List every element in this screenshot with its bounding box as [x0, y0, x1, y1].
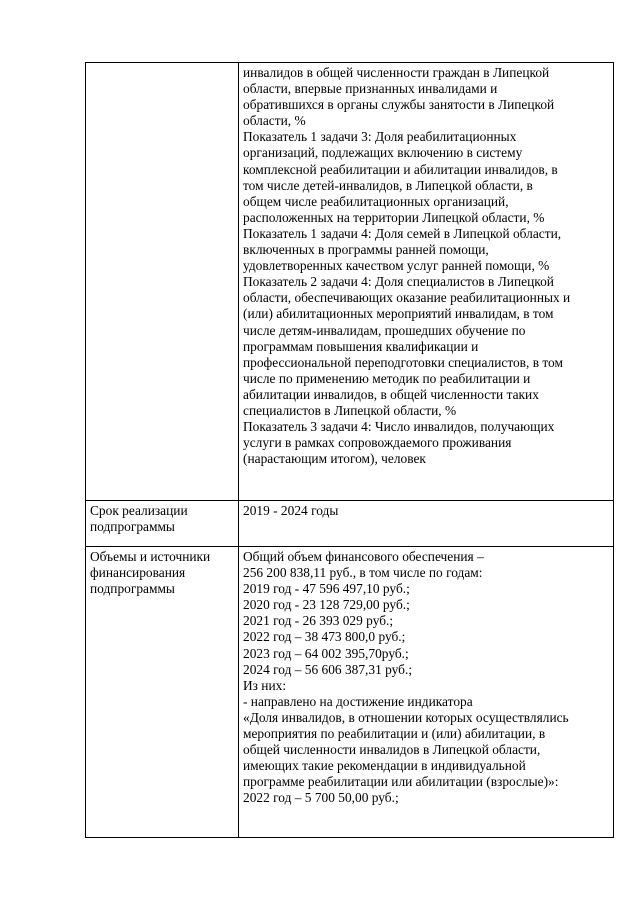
- text-line: Объемы и источники: [90, 549, 211, 564]
- implementation-period-value: [239, 501, 614, 547]
- text-line: 2021 год - 26 393 029 руб.;: [243, 613, 394, 629]
- text-line: мероприятия по реабилитации и (или) абилитации, в: [243, 726, 546, 742]
- text-line: комплексной реабилитации и абилитации инвалидов, в: [243, 161, 558, 177]
- text-line: 2024 год – 56 606 387,31 руб.;: [243, 661, 413, 677]
- text-line: общем числе реабилитационных организаций,: [243, 193, 509, 209]
- text-line: - направлено на достижение индикатора: [243, 693, 473, 709]
- text-line: подпрограммы: [90, 581, 175, 597]
- text-line: Срок реализации: [90, 503, 188, 518]
- text-line: обратившихся в органы службы занятости в Липецкой: [243, 97, 555, 113]
- subprogram-passport-table: [85, 62, 614, 838]
- indicators-cell: [239, 63, 614, 501]
- text-line: 2022 год – 5 700 50,00 руб.;: [243, 790, 399, 806]
- text-line: организаций, подлежащих включению в систему: [243, 145, 523, 161]
- text-line: 2023 год – 64 002 395,70руб.;: [243, 645, 409, 661]
- funding-label: [86, 547, 239, 838]
- text-line: том числе детей-инвалидов, в Липецкой области, в: [243, 177, 533, 193]
- text-line: включенных в программы ранней помощи,: [243, 242, 489, 258]
- text-line: Показатель 3 задачи 4: Число инвалидов, получающих: [243, 419, 555, 435]
- text-line: программе реабилитации или абилитации (взрослые)»:: [243, 774, 559, 790]
- text-line: удовлетворенных качеством услуг ранней помощи, %: [243, 258, 550, 274]
- implementation-period-label: [86, 501, 239, 547]
- text-line: Из них:: [243, 677, 287, 693]
- table-row-implementation-period: [86, 501, 614, 547]
- text-line: 2019 - 2024 годы: [243, 503, 339, 518]
- text-line: области, обеспечивающих оказание реабилитационных и: [243, 290, 571, 306]
- text-line: Показатель 1 задачи 4: Доля семей в Липецкой области,: [243, 225, 562, 241]
- label-cell: [86, 63, 239, 501]
- funding-value: [239, 547, 614, 838]
- text-line: 256 200 838,11 руб., в том числе по годам:: [243, 565, 483, 581]
- text-line: (или) абилитационных мероприятий инвалидам, в том: [243, 306, 554, 322]
- text-line: Показатель 1 задачи 3: Доля реабилитационных: [243, 129, 517, 145]
- text-line: подпрограммы: [90, 519, 175, 535]
- table-row-funding: [86, 547, 614, 838]
- text-line: числе детям-инвалидам, прошедших обучение по: [243, 322, 526, 338]
- text-line: «Доля инвалидов, в отношении которых осуществлялись: [243, 709, 569, 725]
- text-line: абилитации инвалидов, в общей численности таких: [243, 386, 539, 402]
- text-line: профессиональной переподготовки специалистов, в том: [243, 354, 563, 370]
- text-line: инвалидов в общей численности граждан в Липецкой: [243, 65, 550, 80]
- text-line: 2019 год - 47 596 497,10 руб.;: [243, 581, 410, 597]
- table-row-indicators: [86, 63, 614, 501]
- text-line: общей численности инвалидов в Липецкой области,: [243, 742, 541, 758]
- text-line: имеющих такие рекомендации в индивидуальной: [243, 758, 526, 774]
- text-line: финансирования: [90, 565, 186, 581]
- text-line: услуги в рамках сопровождаемого проживания: [243, 435, 512, 451]
- text-line: 2020 год - 23 128 729,00 руб.;: [243, 597, 410, 613]
- text-line: области, %: [243, 113, 306, 129]
- text-line: расположенных на территории Липецкой области, %: [243, 209, 545, 225]
- text-line: (нарастающим итогом), человек: [243, 451, 426, 467]
- text-line: числе по применению методик по реабилитации и: [243, 370, 531, 386]
- text-line: области, впервые признанных инвалидами и: [243, 81, 498, 97]
- text-line: специалистов в Липецкой области, %: [243, 402, 457, 418]
- text-line: 2022 год – 38 473 800,0 руб.;: [243, 629, 406, 645]
- text-line: Общий объем финансового обеспечения –: [243, 549, 484, 564]
- text-line: Показатель 2 задачи 4: Доля специалистов в Липецкой: [243, 274, 554, 290]
- text-line: программам повышения квалификации и: [243, 338, 479, 354]
